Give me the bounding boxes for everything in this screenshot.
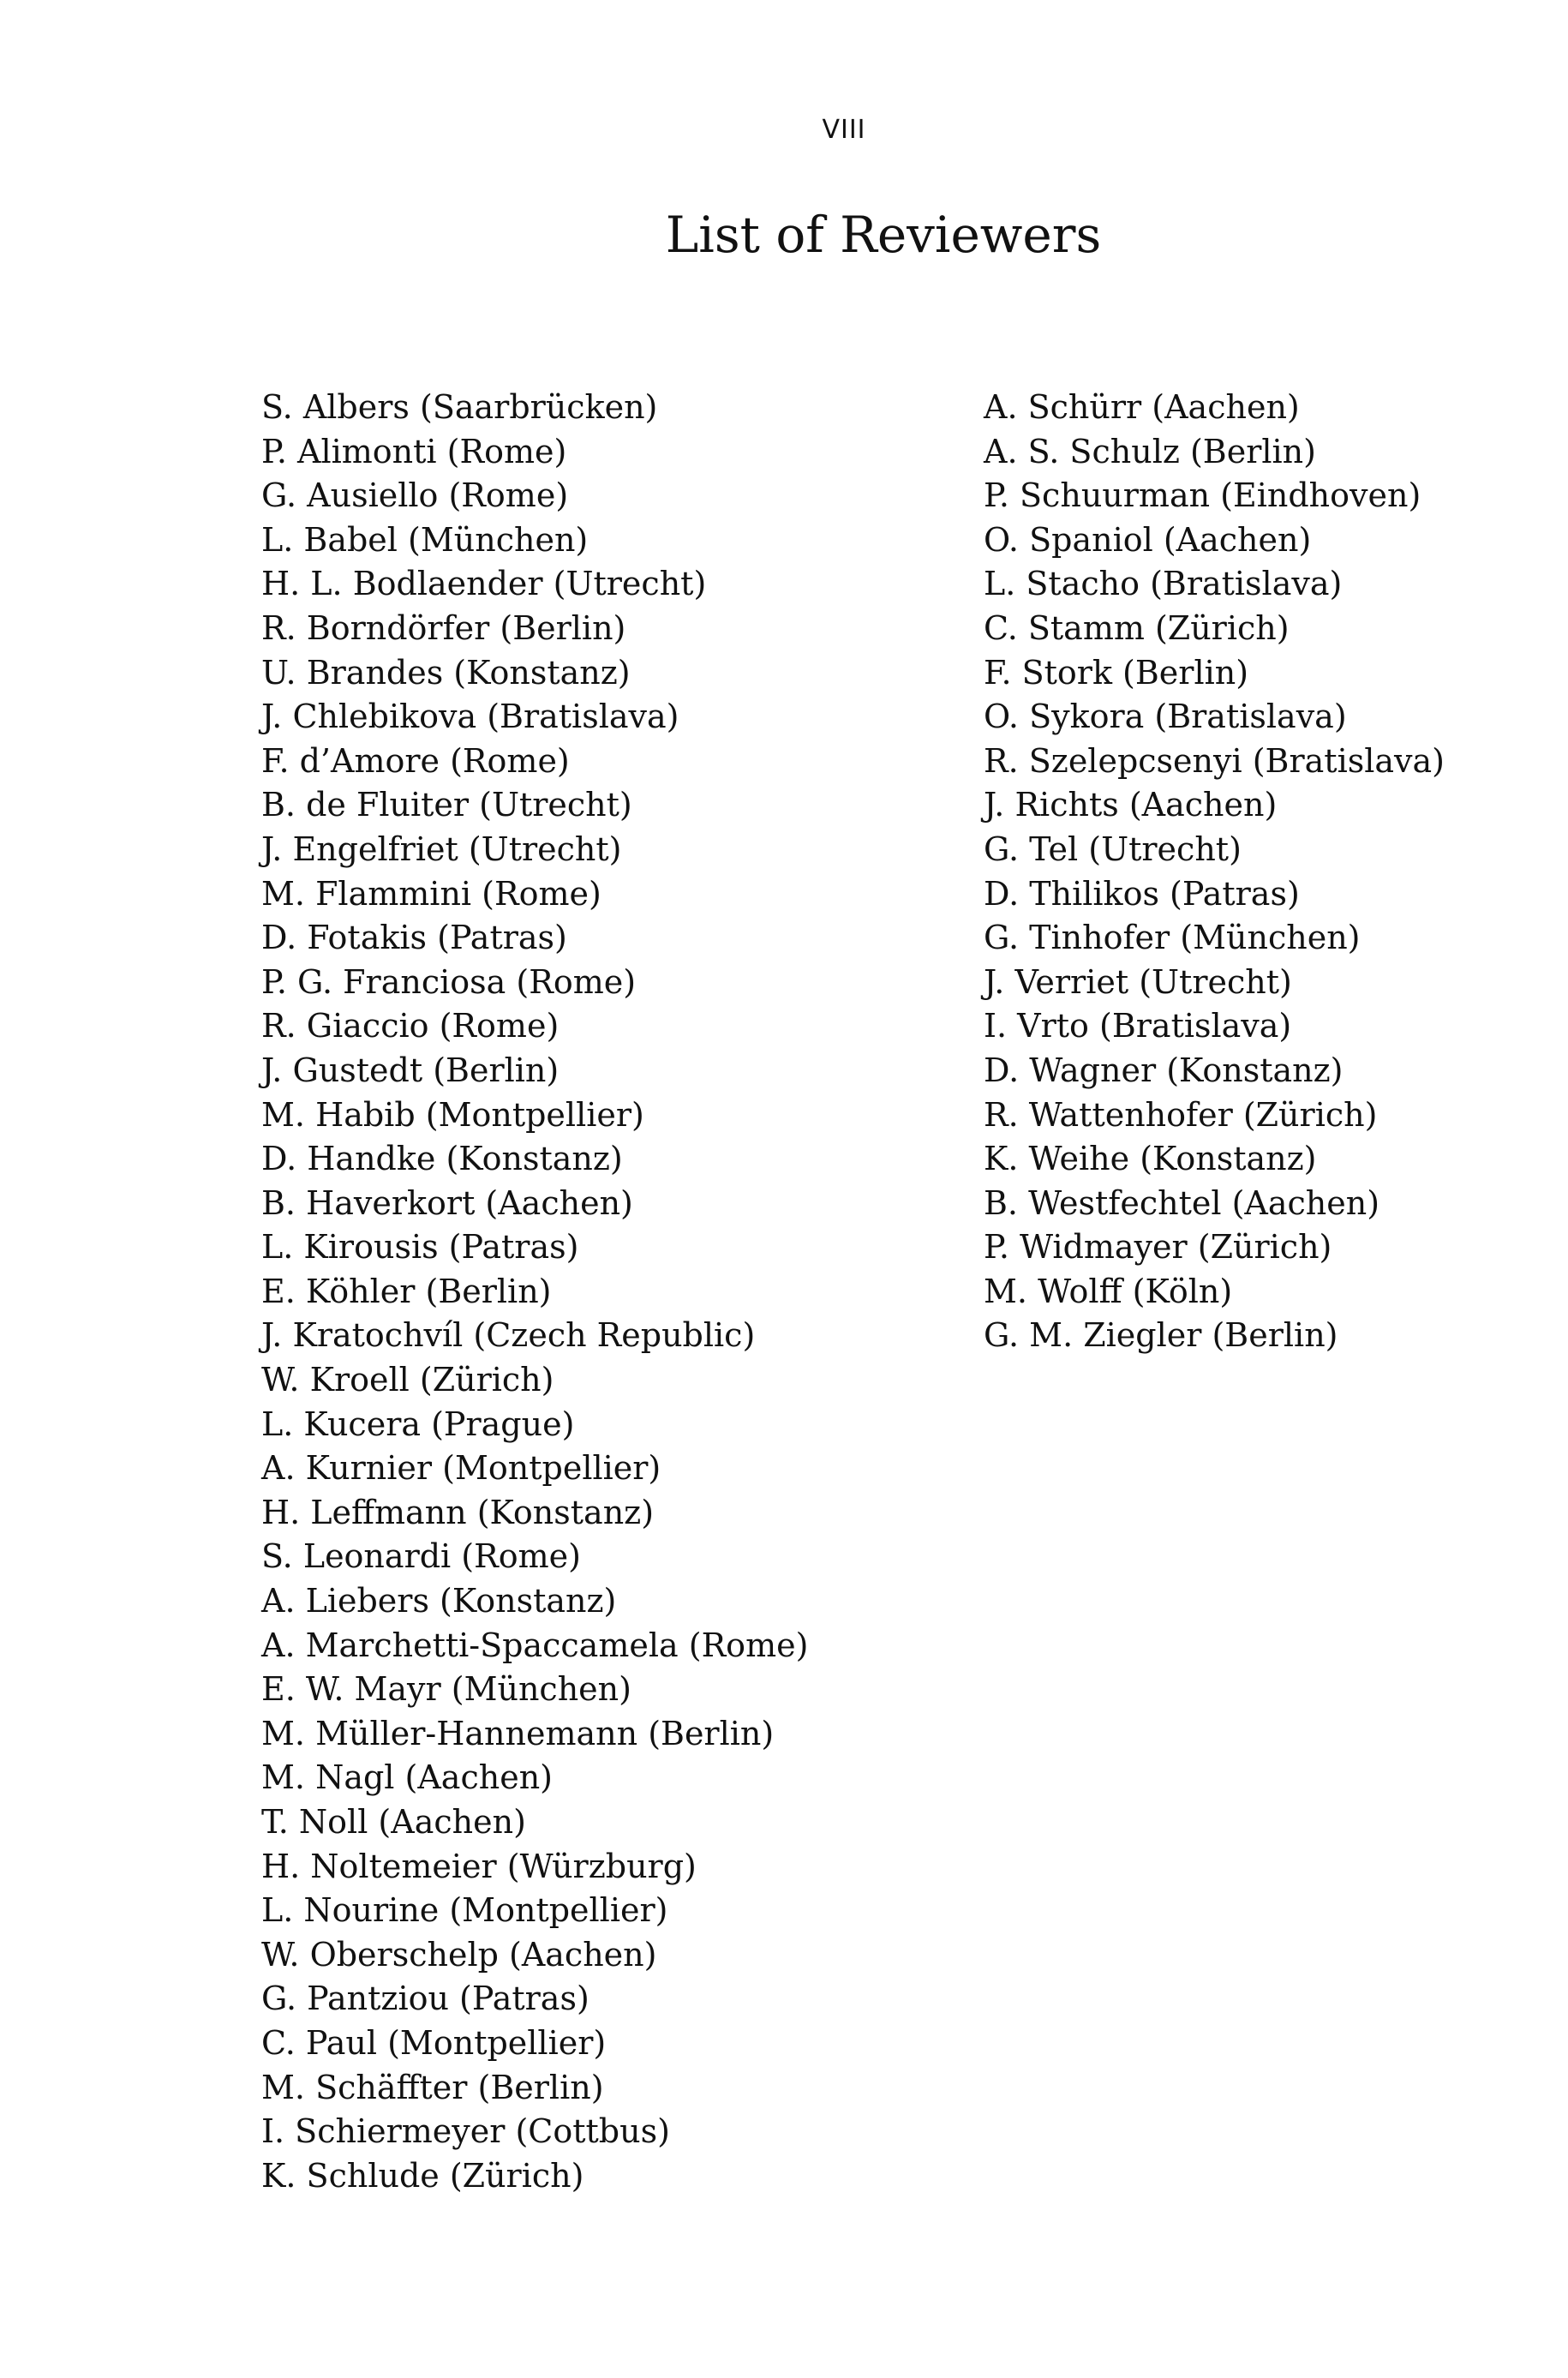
reviewer-entry: J. Chlebikova (Bratislava) bbox=[261, 698, 679, 736]
reviewer-entry: A. S. Schulz (Berlin) bbox=[984, 432, 1316, 470]
reviewer-entry: A. Liebers (Konstanz) bbox=[261, 1582, 617, 1620]
reviewer-entry: E. Köhler (Berlin) bbox=[261, 1272, 552, 1310]
reviewer-entry: J. Engelfriet (Utrecht) bbox=[261, 830, 622, 868]
reviewer-entry: J. Richts (Aachen) bbox=[984, 786, 1278, 824]
reviewer-entry: P. Schuurman (Eindhoven) bbox=[984, 476, 1421, 515]
reviewer-entry: A. Kurnier (Montpellier) bbox=[261, 1449, 661, 1488]
reviewer-entry: K. Schlude (Zürich) bbox=[261, 2156, 584, 2195]
reviewer-entry: M. Flammini (Rome) bbox=[261, 874, 601, 913]
reviewer-entry: K. Weihe (Konstanz) bbox=[984, 1140, 1317, 1178]
reviewer-entry: P. Alimonti (Rome) bbox=[261, 432, 567, 470]
reviewer-entry: S. Leonardi (Rome) bbox=[261, 1537, 581, 1576]
reviewer-entry: G. Ausiello (Rome) bbox=[261, 476, 569, 515]
reviewer-entry: J. Gustedt (Berlin) bbox=[261, 1051, 560, 1089]
reviewer-entry: I. Schiermeyer (Cottbus) bbox=[261, 2112, 670, 2151]
reviewer-entry: G. Pantziou (Patras) bbox=[261, 1980, 589, 2018]
reviewer-entry: D. Thilikos (Patras) bbox=[984, 874, 1300, 913]
reviewer-entry: O. Spaniol (Aachen) bbox=[984, 520, 1312, 559]
reviewer-entry: H. L. Bodlaender (Utrecht) bbox=[261, 565, 707, 603]
reviewer-entry: H. Leffmann (Konstanz) bbox=[261, 1493, 655, 1531]
reviewer-entry: M. Schäffter (Berlin) bbox=[261, 2068, 604, 2106]
reviewer-entry: D. Fotakis (Patras) bbox=[261, 919, 567, 957]
reviewer-entry: A. Marchetti-Spaccamela (Rome) bbox=[261, 1626, 809, 1664]
reviewer-entry: G. Tel (Utrecht) bbox=[984, 830, 1242, 868]
reviewer-entry: U. Brandes (Konstanz) bbox=[261, 653, 631, 692]
reviewer-entry: R. Wattenhofer (Zürich) bbox=[984, 1095, 1378, 1134]
reviewer-entry: B. de Fluiter (Utrecht) bbox=[261, 786, 632, 824]
page-title: List of Reviewers bbox=[665, 206, 1102, 264]
reviewer-entry: T. Noll (Aachen) bbox=[261, 1803, 526, 1841]
reviewer-entry: H. Noltemeier (Würzburg) bbox=[261, 1847, 697, 1885]
reviewer-entry: L. Nourine (Montpellier) bbox=[261, 1891, 668, 1930]
reviewer-entry: W. Oberschelp (Aachen) bbox=[261, 1935, 657, 1974]
reviewer-entry: B. Westfechtel (Aachen) bbox=[984, 1183, 1380, 1222]
reviewer-list-right bbox=[984, 386, 1445, 1358]
reviewer-entry: M. Müller-Hannemann (Berlin) bbox=[261, 1714, 775, 1752]
reviewer-entry: C. Paul (Montpellier) bbox=[261, 2023, 607, 2062]
reviewer-entry: F. d’Amore (Rome) bbox=[261, 741, 570, 780]
reviewer-entry: E. W. Mayr (München) bbox=[261, 1670, 631, 1709]
reviewer-entry: A. Schürr (Aachen) bbox=[984, 388, 1300, 426]
reviewer-entry: M. Habib (Montpellier) bbox=[261, 1095, 644, 1134]
reviewer-entry: L. Kirousis (Patras) bbox=[261, 1228, 579, 1267]
reviewer-entry: G. Tinhofer (München) bbox=[984, 919, 1361, 957]
reviewer-entry: S. Albers (Saarbrücken) bbox=[261, 388, 658, 426]
reviewer-entry: P. G. Franciosa (Rome) bbox=[261, 962, 637, 1001]
reviewer-entry: W. Kroell (Zürich) bbox=[261, 1361, 554, 1399]
reviewer-entry: L. Stacho (Bratislava) bbox=[984, 565, 1343, 603]
reviewer-entry: L. Babel (München) bbox=[261, 520, 589, 559]
reviewer-entry: L. Kucera (Prague) bbox=[261, 1405, 575, 1443]
reviewer-entry: J. Kratochvíl (Czech Republic) bbox=[261, 1316, 756, 1355]
reviewer-entry: R. Szelepcsenyi (Bratislava) bbox=[984, 741, 1445, 780]
reviewer-entry: J. Verriet (Utrecht) bbox=[984, 962, 1292, 1001]
reviewer-entry: C. Stamm (Zürich) bbox=[984, 608, 1290, 647]
reviewer-entry: M. Wolff (Köln) bbox=[984, 1272, 1233, 1310]
reviewer-entry: O. Sykora (Bratislava) bbox=[984, 698, 1347, 736]
reviewer-entry: F. Stork (Berlin) bbox=[984, 653, 1249, 692]
reviewer-entry: R. Giaccio (Rome) bbox=[261, 1007, 560, 1045]
page-number: VIII bbox=[822, 115, 866, 145]
reviewer-entry: M. Nagl (Aachen) bbox=[261, 1758, 553, 1797]
reviewer-entry: I. Vrto (Bratislava) bbox=[984, 1007, 1292, 1045]
reviewer-entry: D. Wagner (Konstanz) bbox=[984, 1051, 1344, 1089]
reviewer-list-left bbox=[261, 386, 808, 2198]
reviewer-entry: R. Borndörfer (Berlin) bbox=[261, 608, 626, 647]
reviewer-entry: P. Widmayer (Zürich) bbox=[984, 1228, 1332, 1267]
reviewer-entry: B. Haverkort (Aachen) bbox=[261, 1183, 633, 1222]
reviewer-entry: G. M. Ziegler (Berlin) bbox=[984, 1316, 1338, 1355]
reviewer-entry: D. Handke (Konstanz) bbox=[261, 1140, 623, 1178]
